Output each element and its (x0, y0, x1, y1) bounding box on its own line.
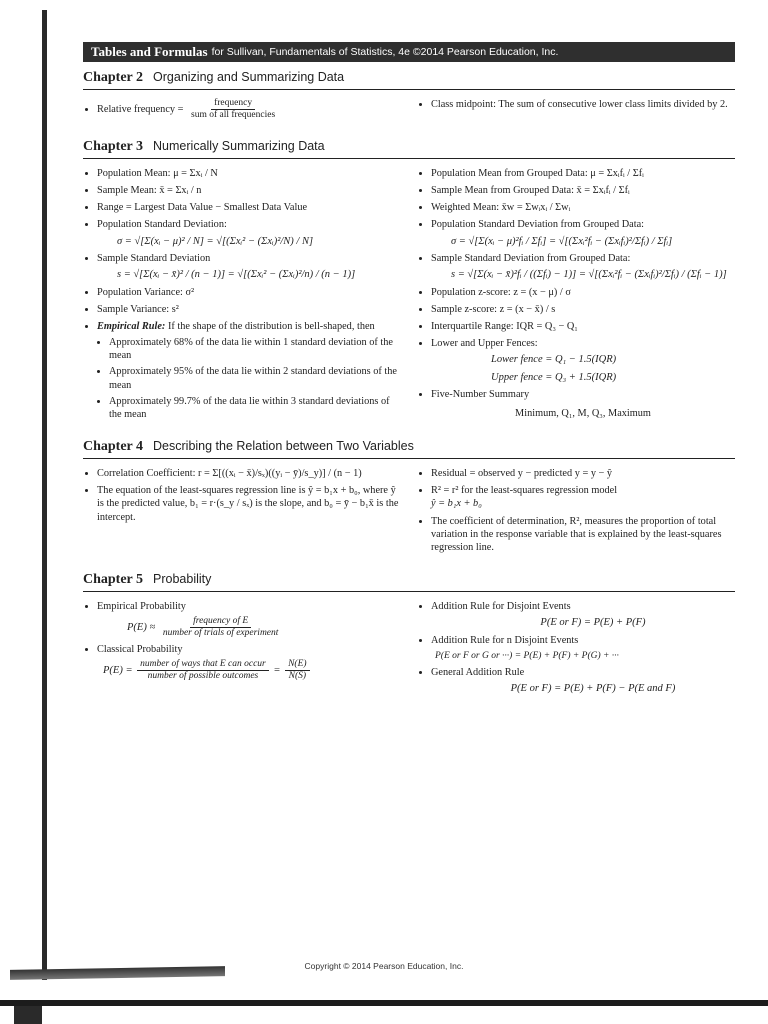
chapter-4 (83, 439, 735, 558)
population-sd: • Population Standard Deviation: σ = √[Σ(xᵢ − μ)² / N] = √[(Σxᵢ² − (Σxᵢ)²/N) / N] (97, 218, 401, 248)
grouped-population-mean: • Population Mean from Grouped Data: μ = Σxᵢfᵢ / Σfᵢ (431, 167, 735, 180)
footer-copyright: Copyright © 2014 Pearson Education, Inc. (304, 961, 464, 971)
correlation-coefficient: • Correlation Coefficient: r = Σ[((xᵢ − x̄)/sₓ)((yᵢ − ȳ)/s_y)] / (n − 1) (97, 467, 401, 480)
binding-edge (42, 10, 47, 980)
left-column (83, 465, 401, 558)
empirical-item: • Approximately 99.7% of the data lie within 3 standard deviations of the mean (109, 395, 401, 421)
sample-mean: • Sample Mean: x̄ = Σxᵢ / n (97, 184, 401, 197)
empirical-rule: • Empirical Rule: If the shape of the distribution is bell-shaped, then • Approximately 68% of the data lie within 1 standard deviation of the mean • Approximately 95% of the data lie within 2 standard deviations of the mean • Approximately 99.7% of the data lie within 3 standard deviations of the mean (97, 320, 401, 421)
chapter-number: Chapter 5 (83, 572, 144, 588)
chapter-2 (83, 70, 735, 125)
relative-frequency: • Relative frequency = $\frac{\text{frequency}}{\text{sum of all frequencies}}$ (97, 98, 401, 121)
n-disjoint-addition-formula: P(E or F or G or ···) = P(E) + P(F) + P(G) + ··· (435, 650, 619, 661)
chapter-2-heading (83, 70, 735, 90)
grouped-sample-sd-formula: s = √[Σ(xᵢ − x̄)²fᵢ / ((Σfᵢ) − 1)] = √[(Σxᵢ²fᵢ − (Σxᵢfᵢ)²/Σfᵢ) / (Σfᵢ − 1)] (451, 269, 727, 281)
classical-probability-formula: P(E) = $\frac{\text{number of ways that E can occur}}{\text{number of possible outcomes}}$ = $\frac{N(E)}{N(S)}$ (103, 659, 401, 682)
empirical-item: • Approximately 95% of the data lie within 2 standard deviations of the mean (109, 365, 401, 391)
grouped-sample-sd: • Sample Standard Deviation from Grouped Data: s = √[Σ(xᵢ − x̄)²fᵢ / ((Σfᵢ) − 1)] = √[(Σxᵢ²fᵢ − (Σxᵢfᵢ)²/Σfᵢ) / (Σfᵢ − 1)] (431, 252, 735, 282)
population-z-score: • Population z-score: z = (x − μ) / σ (431, 286, 735, 299)
header-bar (83, 42, 735, 62)
weighted-mean: • Weighted Mean: x̄w = Σwᵢxᵢ / Σwᵢ (431, 201, 735, 214)
right-column (417, 165, 735, 425)
general-addition-formula: P(E or F) = P(E) + P(F) − P(E and F) (510, 683, 676, 695)
next-page-edge (0, 1000, 768, 1006)
chapter-title: Organizing and Summarizing Data (153, 70, 345, 84)
disjoint-addition-rule: • Addition Rule for Disjoint Events P(E or F) = P(E) + P(F) (431, 600, 735, 630)
chapter-number: Chapter 3 (83, 138, 144, 154)
interquartile-range: • Interquartile Range: IQR = Q₃ − Q₁ (431, 320, 735, 333)
header-subtitle: for Sullivan, Fundamentals of Statistics, 4e ©2014 Pearson Education, Inc. (211, 46, 559, 58)
range: • Range = Largest Data Value − Smallest Data Value (97, 201, 401, 214)
chapter-5 (83, 572, 735, 700)
sample-variance: • Sample Variance: s² (97, 303, 401, 316)
empirical-item: • Approximately 68% of the data lie within 1 standard deviation of the mean (109, 336, 401, 362)
left-column (83, 96, 401, 125)
left-column (83, 598, 401, 700)
right-column (417, 465, 735, 558)
chapter-title: Describing the Relation between Two Variables (153, 439, 414, 454)
population-mean: • Population Mean: μ = Σxᵢ / N (97, 167, 401, 180)
coefficient-of-determination: • The coefficient of determination, R², measures the proportion of total variation in the response variable that is explained by the least-squares regression line. (431, 515, 735, 555)
chapter-number: Chapter 4 (83, 439, 144, 455)
classical-probability: • Classical Probability P(E) = $\frac{\text{number of ways that E can occur}}{\text{number of possible outcomes}}$ = $\frac{N(E)}{N(S)}$ (97, 643, 401, 682)
empirical-probability: • Empirical Probability P(E) ≈ $\frac{\text{frequency of E}}{\text{number of trials of experiment}}$ (97, 600, 401, 639)
chapter-4-heading (83, 439, 735, 459)
residual: • Residual = observed y − predicted y = y − ŷ (431, 467, 735, 480)
disjoint-addition-formula: P(E or F) = P(E) + P(F) (540, 617, 646, 629)
grouped-population-sd: • Population Standard Deviation from Grouped Data: σ = √[Σ(xᵢ − μ)²fᵢ / Σfᵢ] = √[(Σxᵢ²fᵢ − (Σxᵢfᵢ)²/Σfᵢ) / Σfᵢ] (431, 218, 735, 248)
chapter-5-heading (83, 572, 735, 592)
sample-z-score: • Sample z-score: z = (x − x̄) / s (431, 303, 735, 316)
formula-sheet (83, 42, 735, 700)
n-disjoint-addition-rule: • Addition Rule for n Disjoint Events P(E or F or G or ···) = P(E) + P(F) + P(G) + ··· (431, 634, 735, 662)
sample-sd: • Sample Standard Deviation s = √[Σ(xᵢ − x̄)² / (n − 1)] = √[(Σxᵢ² − (Σxᵢ)²/n) / (n − 1)] (97, 252, 401, 282)
population-sd-formula: σ = √[Σ(xᵢ − μ)² / N] = √[(Σxᵢ² − (Σxᵢ)²/N) / N] (117, 235, 314, 247)
chapter-3-heading (83, 139, 735, 159)
next-page-corner (14, 1006, 42, 1024)
r-squared: • R² = r² for the least-squares regression model ŷ = b₁x + b₀ (431, 484, 735, 510)
chapter-3 (83, 139, 735, 425)
lower-fence: Lower fence = Q₁ − 1.5(IQR) (491, 354, 617, 366)
class-midpoint: • Class midpoint: The sum of consecutive lower class limits divided by 2. (431, 98, 735, 111)
chapter-title: Numerically Summarizing Data (153, 138, 325, 153)
chapter-title: Probability (153, 572, 212, 587)
right-column (417, 96, 735, 125)
population-variance: • Population Variance: σ² (97, 286, 401, 299)
sample-sd-formula: s = √[Σ(xᵢ − x̄)² / (n − 1)] = √[(Σxᵢ² − (Σxᵢ)²/n) / (n − 1)] (117, 269, 356, 281)
left-column (83, 165, 401, 425)
header-title: Tables and Formulas (91, 44, 208, 59)
fences: • Lower and Upper Fences: Lower fence = Q₁ − 1.5(IQR) Upper fence = Q₃ + 1.5(IQR) (431, 337, 735, 384)
empirical-probability-formula: P(E) ≈ $\frac{\text{frequency of E}}{\text{number of trials of experiment}}$ (127, 616, 279, 639)
five-number-summary: • Five-Number Summary Minimum, Q₁, M, Q₃, Maximum (431, 388, 735, 420)
five-number-values: Minimum, Q₁, M, Q₃, Maximum (515, 408, 651, 420)
least-squares-line: • The equation of the least-squares regression line is ŷ = b₁x + b₀, where ŷ is the predicted value, b₁ = r·(s_y / sₓ) is the slope, and b₀ = ȳ − b₁x̄ is the intercept. (97, 484, 401, 524)
general-addition-rule: • General Addition Rule P(E or F) = P(E) + P(F) − P(E and F) (431, 666, 735, 696)
grouped-population-sd-formula: σ = √[Σ(xᵢ − μ)²fᵢ / Σfᵢ] = √[(Σxᵢ²fᵢ − (Σxᵢfᵢ)²/Σfᵢ) / Σfᵢ] (451, 235, 673, 247)
chapter-number: Chapter 2 (83, 70, 144, 85)
upper-fence: Upper fence = Q₃ + 1.5(IQR) (491, 371, 617, 383)
right-column (417, 598, 735, 700)
grouped-sample-mean: • Sample Mean from Grouped Data: x̄ = Σxᵢfᵢ / Σfᵢ (431, 184, 735, 197)
